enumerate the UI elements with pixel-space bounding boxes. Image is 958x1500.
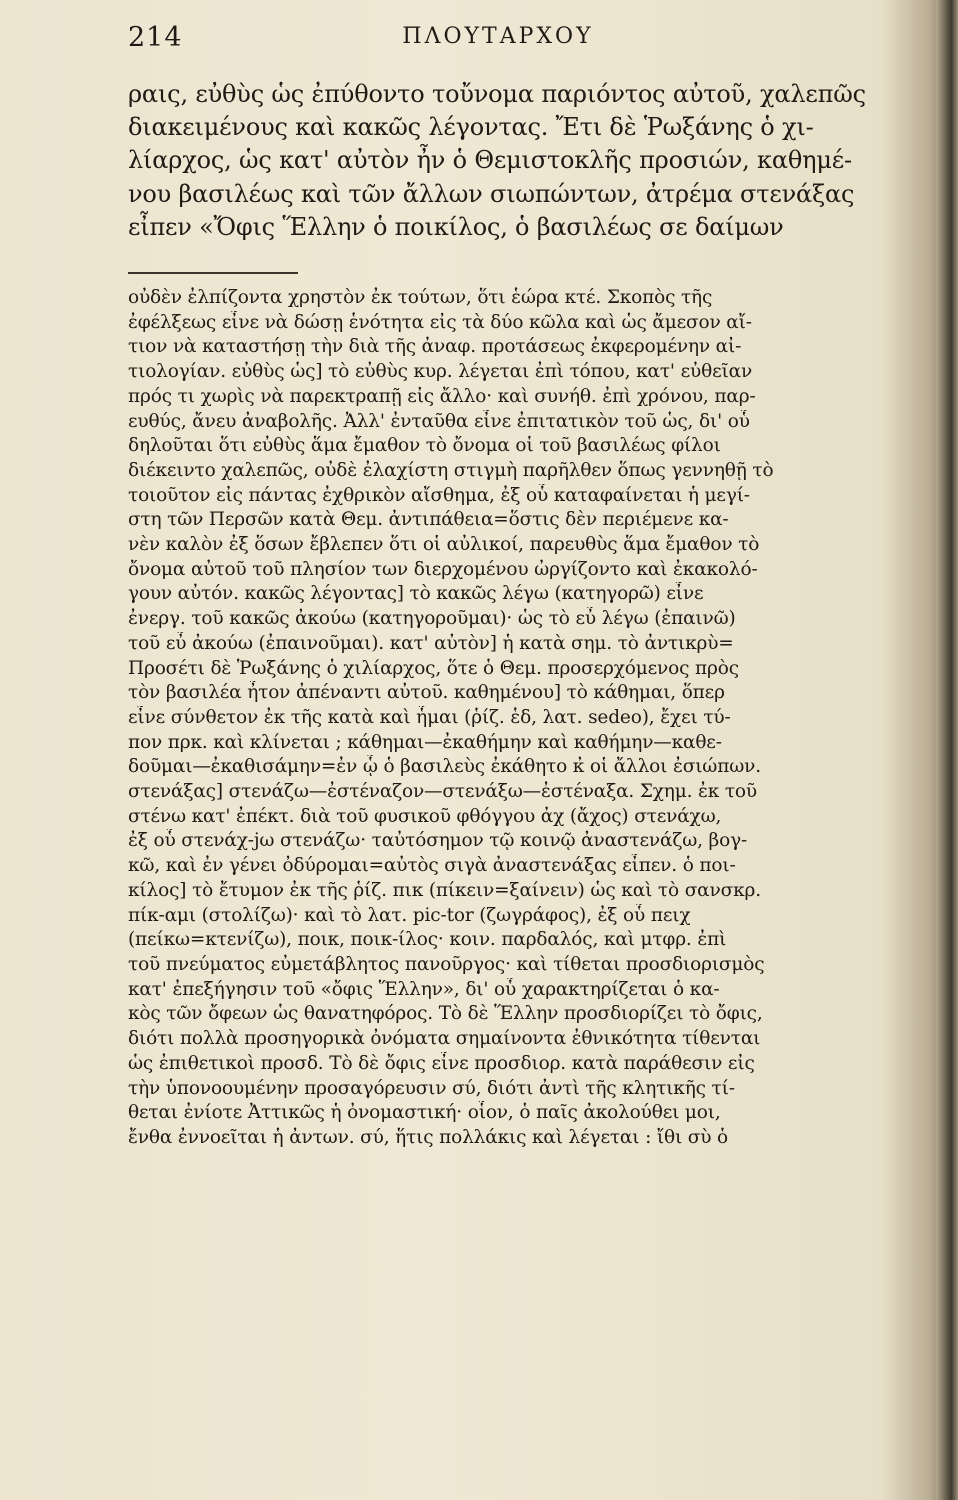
note-line: κῶ, καὶ ἐν γένει ὀδύρομαι=αὐτὸς σιγὰ ἀναστενάξας εἶπεν. ὁ ποι- xyxy=(128,855,736,877)
note-line: τὴν ὑπονοουμένην προσαγόρευσιν σύ, διότι ἀντὶ τῆς κλητικῆς τί- xyxy=(128,1077,735,1099)
text-line: εἶπεν «Ὄφις Ἕλλην ὁ ποικίλος, ὁ βασιλέως σε δαίμων xyxy=(128,212,784,241)
note-line: πον πρκ. καὶ κλίνεται ; κάθημαι—ἐκαθήμην καὶ καθήμην—καθε- xyxy=(128,731,722,753)
text-line: λίαρχος, ὡς κατ' αὐτὸν ἦν ὁ Θεμιστοκλῆς προσιών, καθημέ- xyxy=(128,146,852,175)
note-line: τοῦ εὖ ἀκούω (ἐπαινοῦμαι). κατ' αὐτὸν] ἡ κατὰ σημ. τὸ ἀντικρὺ= xyxy=(128,632,734,654)
note-line: ἐξ οὗ στενάχ-jω στενάζω· ταὐτόσημον τῷ κοινῷ ἀναστενάζω, βογ- xyxy=(128,830,748,852)
note-line: ὄνομα αὐτοῦ τοῦ πλησίον των διερχομένου ὠργίζοντο καὶ ἐκακολό- xyxy=(128,558,758,580)
note-line: γουν αὐτόν. κακῶς λέγοντας] τὸ κακῶς λέγω (κατηγορῶ) εἶνε xyxy=(128,583,704,605)
note-line: τοῦ πνεύματος εὐμετάβλητος πανοῦργος· καὶ τίθεται προσδιορισμὸς xyxy=(128,953,765,975)
note-line: δηλοῦται ὅτι εὐθὺς ἅμα ἔμαθον τὸ ὄνομα οἱ τοῦ βασιλέως φίλοι xyxy=(128,435,721,457)
note-line: τιολογίαν. εὐθὺς ὡς] τὸ εὐθὺς κυρ. λέγεται ἐπὶ τόπου, κατ' εὐθεῖαν xyxy=(128,361,753,383)
commentary-notes xyxy=(128,286,878,1151)
note-line: Προσέτι δὲ Ῥωξάνης ὁ χιλίαρχος, ὅτε ὁ Θεμ. προσερχόμενος πρὸς xyxy=(128,657,739,679)
footnote-separator xyxy=(128,272,298,274)
note-line: κατ' ἐπεξήγησιν τοῦ «ὄφις Ἕλλην», δι' οὗ χαρακτηρίζεται ὁ κα- xyxy=(128,978,720,1000)
note-line: οὐδὲν ἐλπίζοντα χρηστὸν ἐκ τούτων, ὅτι ἑώρα κτέ. Σκοπὸς τῆς xyxy=(128,287,713,308)
book-spine-shadow xyxy=(936,0,958,1500)
note-line: ἐνεργ. τοῦ κακῶς ἀκούω (κατηγοροῦμαι)· ὡς τὸ εὖ λέγω (ἐπαινῶ) xyxy=(128,608,736,630)
note-line: διότι πολλὰ προσηγορικὰ ὀνόματα σημαίνοντα ἐθνικότητα τίθενται xyxy=(128,1028,761,1050)
note-line: στη τῶν Περσῶν κατὰ Θεμ. ἀντιπάθεια=ὅστις δὲν περιέμενε κα- xyxy=(128,509,729,531)
note-line: δοῦμαι—ἐκαθισάμην=ἐν ᾧ ὁ βασιλεὺς ἐκάθητο κ̓ οἱ ἄλλοι ἐσιώπων. xyxy=(128,756,761,778)
note-line: κὸς τῶν ὄφεων ὡς θανατηφόρος. Τὸ δὲ Ἕλλην προσδιορίζει τὸ ὄφις, xyxy=(128,1003,763,1025)
note-line: τιον νὰ καταστήσῃ τὴν διὰ τῆς ἀναφ. προτάσεως ἐκφερομένην αἰ- xyxy=(128,336,742,358)
note-line: στένω κατ' ἐπέκτ. διὰ τοῦ φυσικοῦ φθόγγου ἀχ (ἄχος) στενάχω, xyxy=(128,805,722,827)
note-line: ευθύς, ἄνευ ἀναβολῆς. Ἀλλ' ἐνταῦθα εἶνε ἐπιτατικὸν τοῦ ὡς, δι' οὗ xyxy=(128,410,750,432)
note-line: πρός τι χωρὶς νὰ παρεκτραπῇ εἰς ἄλλο· καὶ συνήθ. ἐπὶ χρόνου, παρ- xyxy=(128,385,756,407)
main-text-block xyxy=(128,78,878,244)
note-line: τὸν βασιλέα ἦτον ἀπέναντι αὐτοῦ. καθημένου] τὸ κάθημαι, ὅπερ xyxy=(128,682,725,704)
note-line: εἶνε σύνθετον ἐκ τῆς κατὰ καὶ ἧμαι (ῥίζ. ἑδ, λατ. sedeo), ἔχει τύ- xyxy=(128,706,731,728)
text-line: ραις, εὐθὺς ὡς ἐπύθοντο τοὔνομα παριόντος αὐτοῦ, χαλεπῶς xyxy=(128,80,866,108)
note-line: νὲν καλὸν ἐξ ὅσων ἔβλεπεν ὅτι οἱ αὐλικοί, παρευθὺς ἅμα ἔμαθον τὸ xyxy=(128,534,760,556)
note-line: (πείκω=κτενίζω), ποικ, ποικ-ίλος· κοιν. παρδαλός, καὶ μτφρ. ἐπὶ xyxy=(128,929,727,951)
note-line: θεται ἐνίοτε Ἀττικῶς ἡ ὀνομαστική· οἷον, ὁ παῖς ἀκολούθει μοι, xyxy=(128,1102,721,1124)
text-line: διακειμένους καὶ κακῶς λέγοντας. Ἔτι δὲ Ῥωξάνης ὁ χι- xyxy=(128,113,814,142)
running-title: ΠΛΟΥΤΑΡΧΟΥ xyxy=(402,24,594,49)
note-line: ὡς ἐπιθετικοὶ προσδ. Τὸ δὲ ὄφις εἶνε προσδιορ. κατὰ παράθεσιν εἰς xyxy=(128,1052,755,1074)
text-line: νου βασιλέως καὶ τῶν ἄλλων σιωπώντων, ἀτρέμα στενάξας xyxy=(128,179,855,208)
note-line: τοιοῦτον εἰς πάντας ἐχθρικὸν αἴσθημα, ἐξ οὗ καταφαίνεται ἡ μεγί- xyxy=(128,484,750,506)
note-line: στενάξας] στενάζω—ἐστέναζον—στενάξω—ἐστέναξα. Σχημ. ἐκ τοῦ xyxy=(128,781,757,803)
page-header xyxy=(128,18,868,62)
note-line: ἐφέλξεως εἶνε νὰ δώσῃ ἑνότητα εἰς τὰ δύο κῶλα καὶ ὡς ἄμεσον αἴ- xyxy=(128,311,752,333)
note-line: διέκειντο χαλεπῶς, οὐδὲ ἐλαχίστη στιγμὴ παρῆλθεν ὅπως γεννηθῇ τὸ xyxy=(128,459,774,481)
note-line: ἔνθα ἐννοεῖται ἡ ἀντων. σύ, ἥτις πολλάκις καὶ λέγεται : ἴθι σὺ ὁ xyxy=(128,1126,729,1148)
page-number: 214 xyxy=(128,22,183,53)
note-line: κίλος] τὸ ἔτυμον ἐκ τῆς ῥίζ. πικ (πίκειν=ξαίνειν) ὡς καὶ τὸ σανσκρ. xyxy=(128,879,761,901)
note-line: πίκ-αμι (στολίζω)· καὶ τὸ λατ. pic-tor (ζωγράφος), ἐξ οὗ πειχ xyxy=(128,904,691,926)
